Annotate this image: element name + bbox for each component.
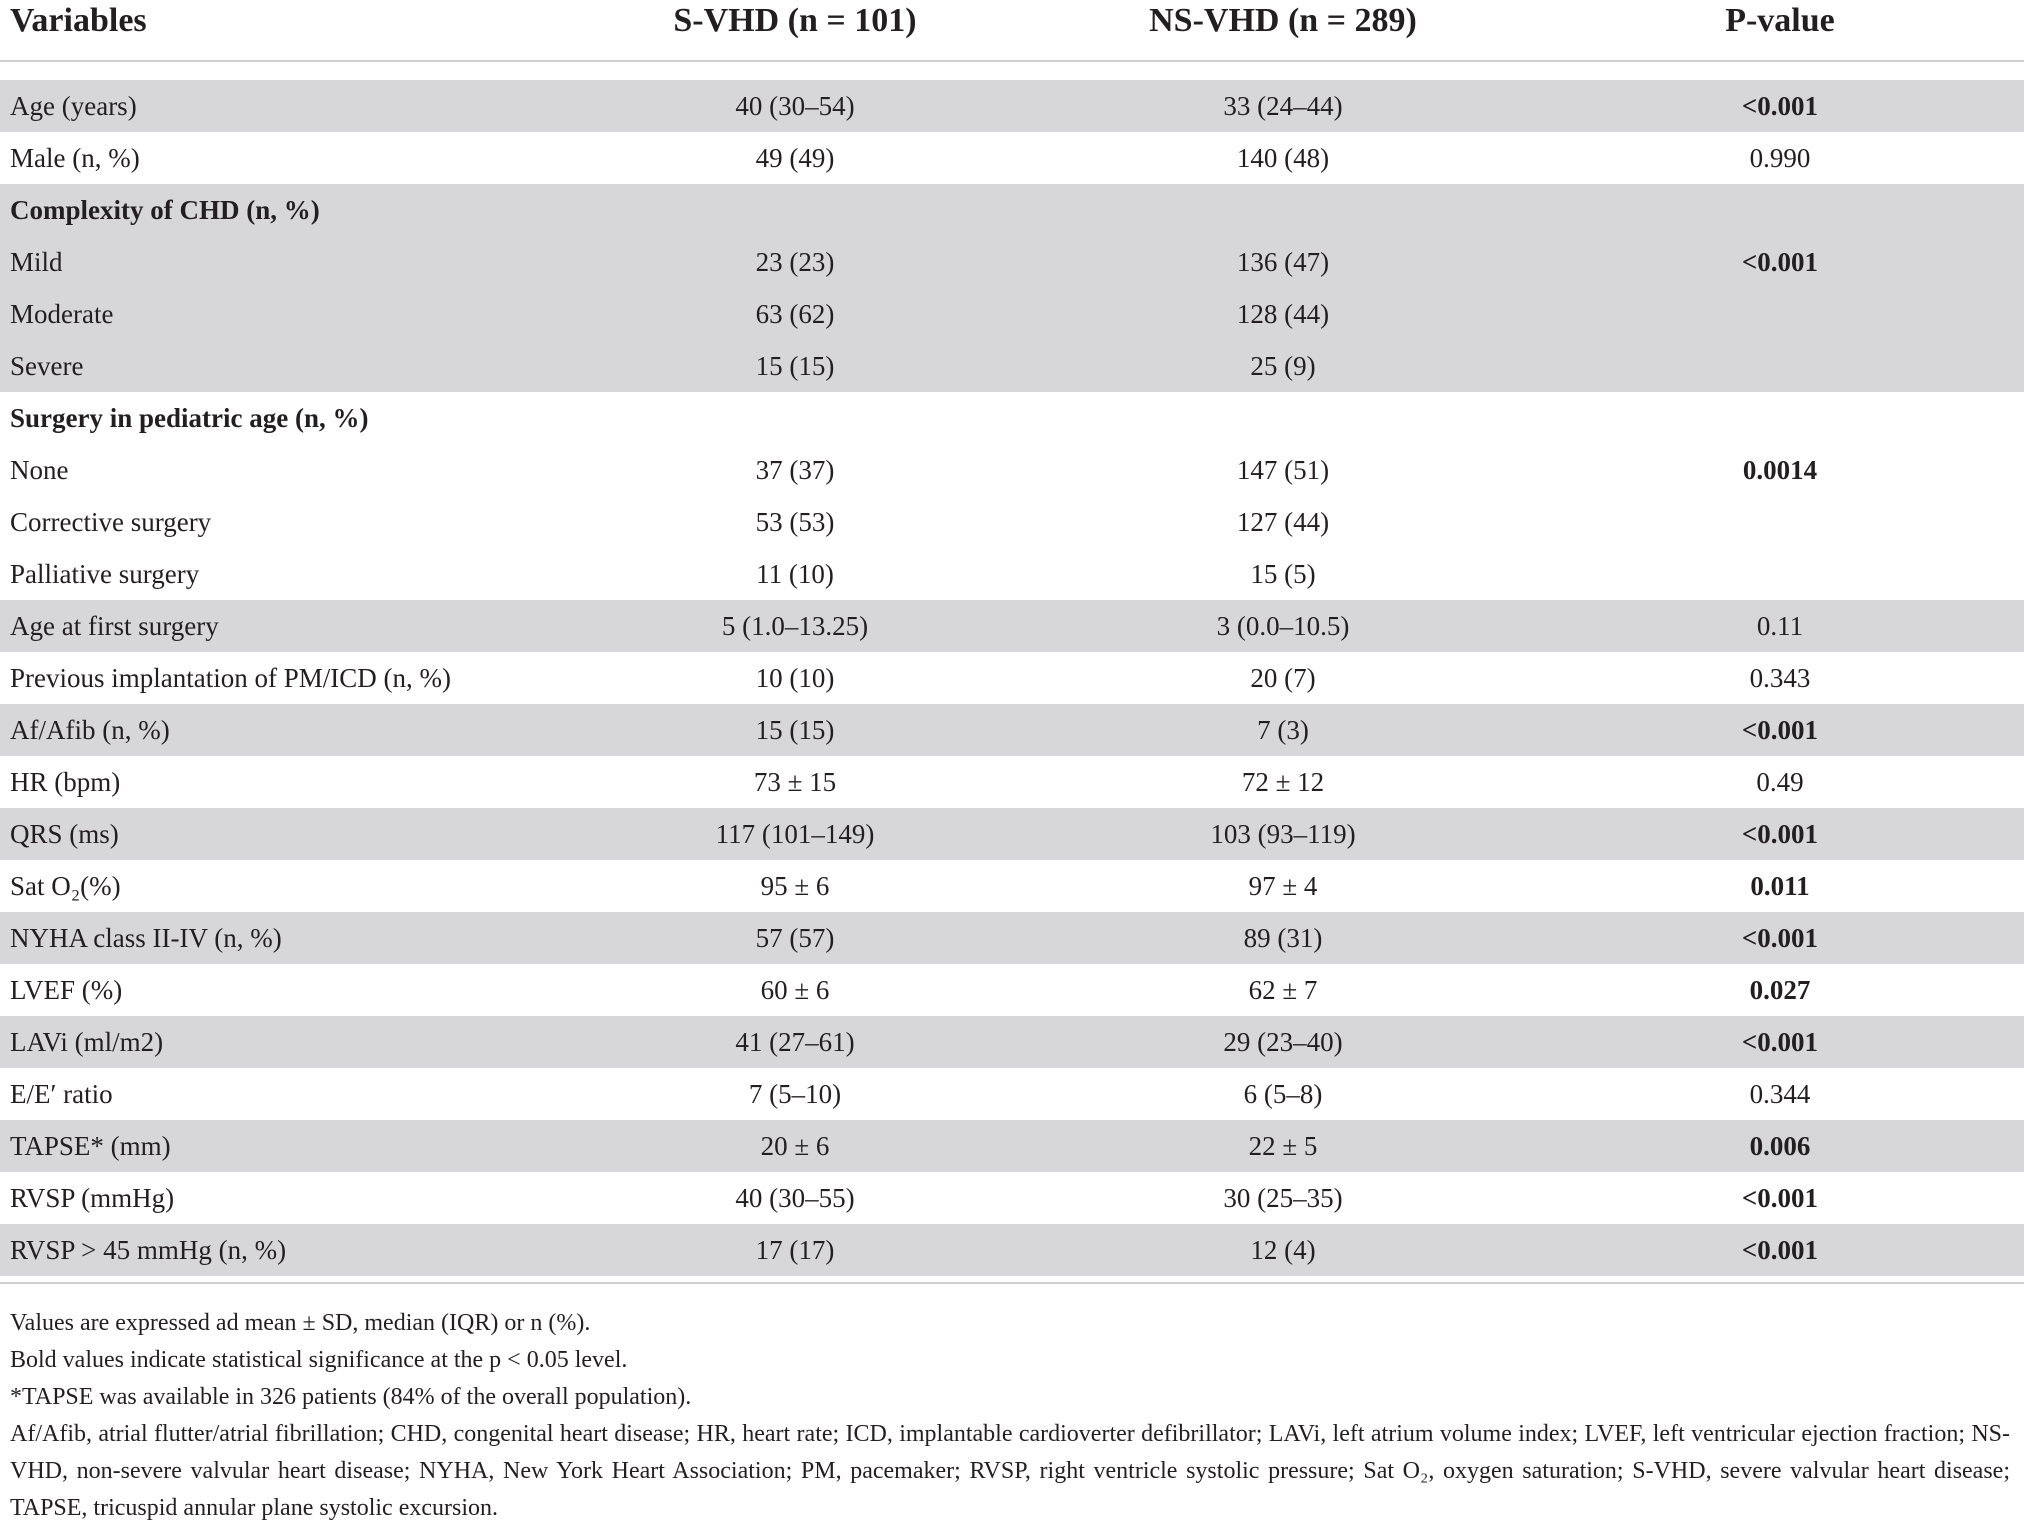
row-nsvhd: 89 (31): [1243, 923, 1323, 953]
row-pvalue: <0.001: [1741, 247, 1819, 277]
row-nsvhd: 62 ± 7: [1248, 975, 1318, 1005]
row-svhd: 49 (49): [755, 143, 835, 173]
table-row: [0, 184, 2024, 236]
footnote-tapse: *TAPSE was available in 326 patients (84% of the overall population).: [10, 1384, 692, 1410]
row-label: Male (n, %): [10, 143, 140, 173]
table-row: [0, 496, 2024, 548]
header-variables: Variables: [10, 2, 147, 39]
row-pvalue: 0.006: [1749, 1131, 1811, 1161]
footnote-values: Values are expressed ad mean ± SD, median (IQR) or n (%).: [10, 1310, 591, 1336]
row-nsvhd: 30 (25–35): [1223, 1183, 1343, 1213]
table-row: [0, 1172, 2024, 1224]
row-pvalue: 0.027: [1749, 975, 1811, 1005]
row-label: LVEF (%): [10, 975, 123, 1005]
table-row: [0, 288, 2024, 340]
table-row: [0, 1016, 2024, 1068]
table-row: [0, 1068, 2024, 1120]
row-label: RVSP (mmHg): [10, 1183, 175, 1213]
row-pvalue: 0.011: [1750, 871, 1810, 901]
row-svhd: 23 (23): [755, 247, 835, 277]
row-label: Severe: [10, 351, 84, 381]
table-body: [0, 80, 2024, 1276]
table-row: [0, 444, 2024, 496]
row-svhd: 15 (15): [755, 715, 835, 745]
row-svhd: 63 (62): [755, 299, 835, 329]
row-pvalue: <0.001: [1741, 819, 1819, 849]
table-row: [0, 704, 2024, 756]
table-row: [0, 392, 2024, 444]
row-nsvhd: 15 (5): [1250, 559, 1316, 589]
row-nsvhd: 3 (0.0–10.5): [1216, 611, 1350, 641]
row-label: Age at first surgery: [10, 611, 219, 641]
row-svhd: 117 (101–149): [715, 819, 875, 849]
row-label: Moderate: [10, 299, 114, 329]
header-pvalue: P-value: [1725, 2, 1835, 39]
row-svhd: 7 (5–10): [748, 1079, 842, 1109]
row-label: NYHA class II-IV (n, %): [10, 923, 282, 953]
row-label: HR (bpm): [10, 767, 121, 797]
table-row: [0, 236, 2024, 288]
row-pvalue: <0.001: [1741, 1235, 1819, 1265]
row-svhd: 20 ± 6: [760, 1131, 830, 1161]
row-label: Complexity of CHD (n, %): [10, 195, 320, 225]
table-header: [0, 0, 2024, 62]
row-label: Palliative surgery: [10, 559, 200, 589]
table-row: [0, 132, 2024, 184]
row-svhd: 95 ± 6: [760, 871, 830, 901]
row-pvalue: <0.001: [1741, 923, 1819, 953]
table-row: [0, 548, 2024, 600]
row-pvalue: 0.343: [1749, 663, 1811, 693]
row-label: Surgery in pediatric age (n, %): [10, 403, 369, 433]
row-nsvhd: 72 ± 12: [1241, 767, 1325, 797]
row-nsvhd: 33 (24–44): [1223, 91, 1343, 121]
row-svhd: 11 (10): [756, 559, 834, 589]
row-label: Sat O₂(%): [10, 871, 121, 901]
row-nsvhd: 29 (23–40): [1223, 1027, 1343, 1057]
table-row: [0, 600, 2024, 652]
row-pvalue: 0.11: [1756, 611, 1804, 641]
row-nsvhd: 103 (93–119): [1210, 819, 1356, 849]
row-label: LAVi (ml/m2): [10, 1027, 164, 1057]
footnotes: [10, 1305, 2010, 1527]
header-nsvhd: NS-VHD (n = 289): [1149, 2, 1417, 39]
row-pvalue: <0.001: [1741, 715, 1819, 745]
row-pvalue: <0.001: [1741, 1027, 1819, 1057]
header-svhd: S-VHD (n = 101): [673, 2, 917, 39]
row-nsvhd: 12 (4): [1250, 1235, 1316, 1265]
table-row: [0, 912, 2024, 964]
row-svhd: 15 (15): [755, 351, 835, 381]
row-label: Mild: [10, 247, 63, 277]
row-nsvhd: 97 ± 4: [1248, 871, 1318, 901]
row-svhd: 40 (30–55): [735, 1183, 855, 1213]
row-label: E/E′ ratio: [10, 1079, 113, 1109]
table-row: [0, 1120, 2024, 1172]
row-svhd: 17 (17): [755, 1235, 835, 1265]
row-svhd: 40 (30–54): [735, 91, 855, 121]
row-svhd: 60 ± 6: [760, 975, 830, 1005]
row-label: TAPSE* (mm): [10, 1131, 171, 1161]
row-label: None: [10, 455, 69, 485]
table-row: [0, 340, 2024, 392]
table-row: [0, 964, 2024, 1016]
row-label: QRS (ms): [10, 819, 119, 849]
table-bottom-rule: [0, 1282, 2024, 1284]
table-row: [0, 1224, 2024, 1276]
row-pvalue: <0.001: [1741, 1183, 1819, 1213]
row-label: Previous implantation of PM/ICD (n, %): [10, 663, 451, 693]
table-row: [0, 756, 2024, 808]
row-label: RVSP > 45 mmHg (n, %): [10, 1235, 287, 1265]
row-pvalue: <0.001: [1741, 91, 1819, 121]
row-pvalue: 0.990: [1749, 143, 1811, 173]
table-row: [0, 80, 2024, 132]
row-label: Af/Afib (n, %): [10, 715, 170, 745]
row-svhd: 10 (10): [755, 663, 835, 693]
table-row: [0, 860, 2024, 912]
row-svhd: 41 (27–61): [735, 1027, 855, 1057]
row-label: Corrective surgery: [10, 507, 212, 537]
row-nsvhd: 136 (47): [1236, 247, 1330, 277]
footnote-abbreviations: Af/Afib, atrial flutter/atrial fibrillation; CHD, congenital heart disease; HR, heart rate; ICD, implantable cardioverter defibrillator; LAVi, left atrium volume index; LVEF, left ventricular ejection fraction; NS-VHD, non-severe valvular heart disease; NYHA, New York Heart Association; PM, pacemaker; RVSP, right ventricle systolic pressure; Sat O₂, oxygen saturation; S-VHD, severe valvular heart disease; TAPSE, tricuspid annular plane systolic excursion.: [10, 1421, 2010, 1521]
row-nsvhd: 127 (44): [1236, 507, 1330, 537]
row-svhd: 53 (53): [755, 507, 835, 537]
row-svhd: 37 (37): [755, 455, 835, 485]
table-row: [0, 808, 2024, 860]
row-label: Age (years): [10, 91, 137, 121]
row-nsvhd: 128 (44): [1236, 299, 1330, 329]
row-pvalue: 0.344: [1749, 1079, 1811, 1109]
row-svhd: 57 (57): [755, 923, 835, 953]
row-nsvhd: 22 ± 5: [1248, 1131, 1318, 1161]
row-svhd: 5 (1.0–13.25): [721, 611, 869, 641]
row-nsvhd: 6 (5–8): [1243, 1079, 1323, 1109]
row-nsvhd: 140 (48): [1236, 143, 1330, 173]
row-nsvhd: 25 (9): [1250, 351, 1316, 381]
table-row: [0, 652, 2024, 704]
row-svhd: 73 ± 15: [753, 767, 837, 797]
row-nsvhd: 7 (3): [1257, 715, 1309, 745]
row-nsvhd: 20 (7): [1250, 663, 1316, 693]
row-pvalue: 0.0014: [1742, 455, 1818, 485]
row-nsvhd: 147 (51): [1236, 455, 1330, 485]
row-pvalue: 0.49: [1756, 767, 1804, 797]
footnote-bold: Bold values indicate statistical significance at the p < 0.05 level.: [10, 1347, 628, 1373]
